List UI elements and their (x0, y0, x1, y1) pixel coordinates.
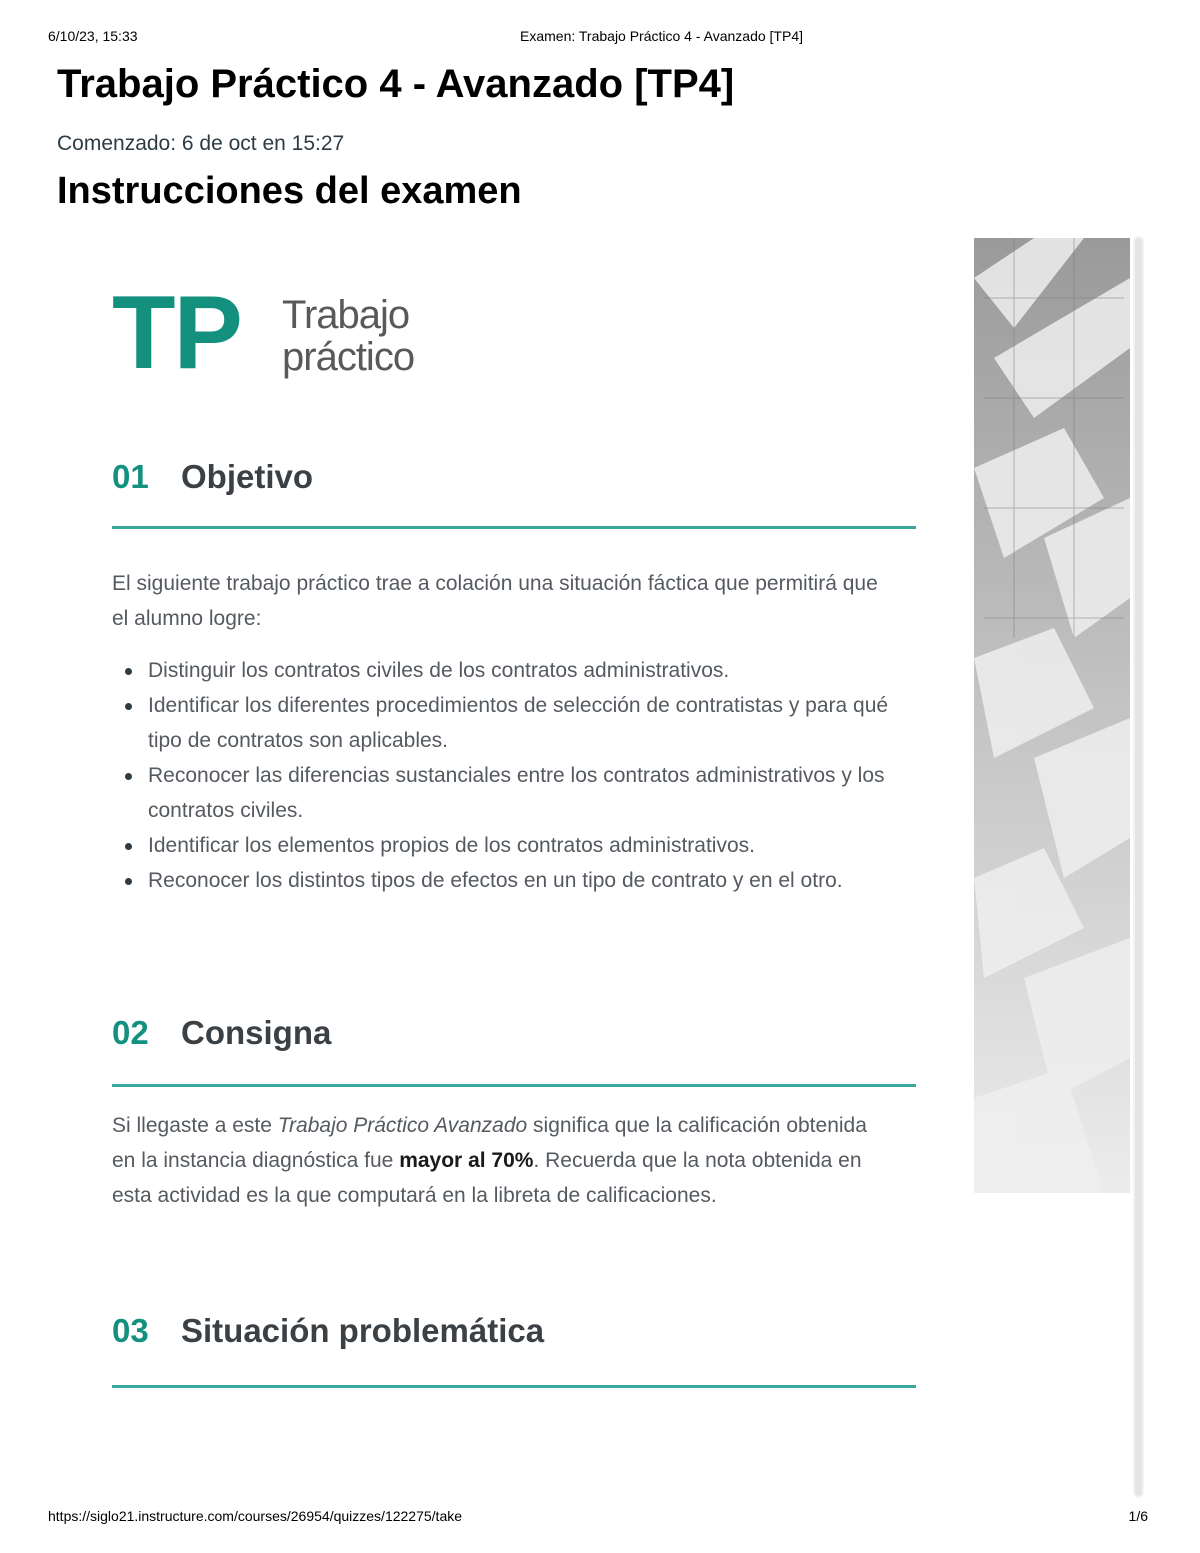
section-consigna (112, 1014, 916, 1207)
tp-logo-word (282, 294, 414, 378)
tp-logo-line2: práctico (282, 335, 415, 379)
section-header (112, 458, 916, 498)
section-objetivo (112, 458, 916, 892)
section-divider (112, 526, 916, 529)
consigna-text-bold: mayor al 70% (399, 1149, 534, 1172)
print-page-title: Examen: Trabajo Práctico 4 - Avanzado [TP4] (520, 28, 804, 44)
instructions-heading: Instrucciones del examen (57, 170, 522, 212)
tp-logo-letters: TP (112, 275, 241, 391)
list-item: Reconocer los distintos tipos de efectos en un tipo de contrato y en el otro. (148, 863, 918, 898)
section-title: Situación problemática (181, 1312, 545, 1349)
decorative-side-image (974, 238, 1130, 1193)
list-item: Identificar los elementos propios de los contratos administrativos. (148, 828, 918, 863)
quiz-title: Trabajo Práctico 4 - Avanzado [TP4] (57, 62, 735, 106)
list-item: Reconocer las diferencias sustanciales entre los contratos administrativos y los contratos civiles. (148, 758, 918, 828)
list-item: Distinguir los contratos civiles de los contratos administrativos. (148, 653, 918, 688)
list-item: Identificar los diferentes procedimientos de selección de contratistas y para qué tipo de contratos son aplicables. (148, 688, 918, 758)
architecture-pattern-icon (974, 238, 1130, 1193)
scrollbar-thumb[interactable] (1135, 238, 1142, 1496)
tp-logo-line1: Trabajo (282, 293, 410, 337)
consigna-text-1: Si llegaste a este (112, 1114, 278, 1137)
section-divider (112, 1084, 916, 1087)
consigna-text (112, 1108, 892, 1213)
consigna-text-italic: Trabajo Práctico Avanzado (277, 1114, 528, 1137)
section-title: Objetivo (181, 458, 314, 495)
print-datetime: 6/10/23, 15:33 (48, 28, 138, 44)
section-divider (112, 1385, 916, 1388)
print-page-number: 1/6 (1128, 1508, 1148, 1524)
section-title: Consigna (181, 1014, 332, 1051)
section-number: 03 (112, 1312, 149, 1349)
section-number: 02 (112, 1014, 149, 1051)
tp-logo (112, 275, 452, 391)
objetivo-intro: El siguiente trabajo práctico trae a colación una situación fáctica que permitirá que el alumno logre: (112, 572, 878, 630)
consigna-text-3: . Recuerda que la nota obtenida en esta actividad es la que computará en la libreta de calificaciones. (112, 1149, 862, 1207)
section-number: 01 (112, 458, 149, 495)
consigna-text-2: significa que la calificación obtenida en la instancia diagnóstica fue (112, 1114, 867, 1172)
section-header (112, 1312, 916, 1352)
print-url: https://siglo21.instructure.com/courses/26954/quizzes/122275/take (48, 1508, 463, 1524)
quiz-started-time: Comenzado: 6 de oct en 15:27 (57, 132, 345, 155)
objetivo-list (112, 653, 918, 898)
section-situacion (112, 1312, 916, 1352)
section-header (112, 1014, 916, 1054)
